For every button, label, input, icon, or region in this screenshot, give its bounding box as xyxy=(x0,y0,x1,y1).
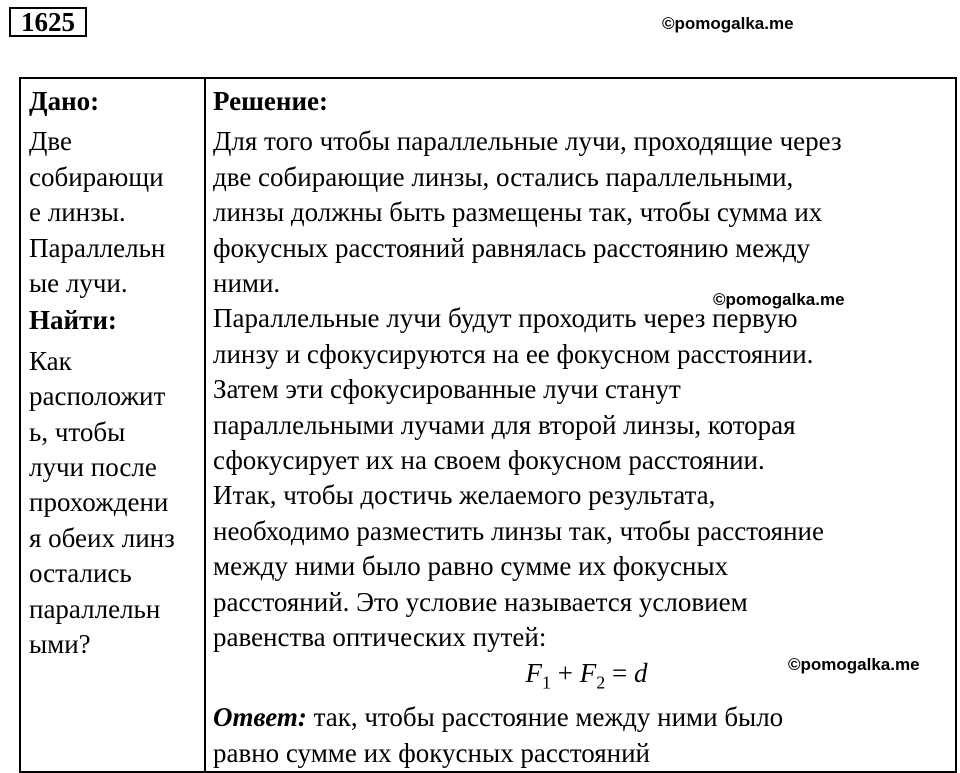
find-line: остались xyxy=(29,558,132,589)
find-text xyxy=(29,344,197,663)
solution-header: Решение: xyxy=(213,86,328,116)
solution-line: необходимо разместить линзы так, чтобы расстояние xyxy=(213,515,824,546)
solution-line: равенства оптических путей: xyxy=(213,622,547,653)
watermark-bottom: ©pomogalka.me xyxy=(788,655,920,674)
formula-sub2: 2 xyxy=(596,671,606,692)
find-header: Найти: xyxy=(29,305,117,336)
solution-line: фокусных расстояний равнялась расстоянию между xyxy=(213,232,811,263)
answer-line xyxy=(213,700,948,735)
solution-line: Итак, чтобы достичь желаемого результата, xyxy=(213,480,716,511)
find-line: лучи после xyxy=(29,452,157,483)
formula-f1: F xyxy=(525,657,543,688)
answer-label: Ответ: xyxy=(213,702,307,733)
formula-plus: + xyxy=(551,657,580,688)
watermark-top: ©pomogalka.me xyxy=(662,14,794,33)
find-line: ь, чтобы xyxy=(29,416,126,447)
solution-line: Затем эти сфокусированные лучи станут xyxy=(213,374,681,405)
find-line: параллельн xyxy=(29,593,161,624)
given-column xyxy=(20,78,205,772)
formula-eq: = xyxy=(605,657,634,688)
solution-line: параллельными лучами для второй линзы, которая xyxy=(213,409,796,440)
solution-line: между ними было равно сумме их фокусных xyxy=(213,551,729,582)
formula-d: d xyxy=(633,657,648,688)
answer-line: равно сумме их фокусных расстояний xyxy=(213,737,651,768)
given-line: собирающи xyxy=(29,161,164,192)
answer-text: так, чтобы расстояние между ними было xyxy=(306,702,784,733)
given-line: е линзы. xyxy=(29,197,126,228)
given-line: Параллельн xyxy=(29,232,166,263)
solution-line: две собирающие линзы, остались параллельными, xyxy=(213,161,794,192)
solution-line: сфокусирует их на своем фокусном расстоянии. xyxy=(213,445,765,476)
given-line: ые лучи. xyxy=(29,268,128,299)
formula-f2: F xyxy=(579,657,597,688)
task-number: 1625 xyxy=(9,7,87,37)
find-line: я обеих линз xyxy=(29,522,175,553)
solution-line: Параллельные лучи будут проходить через первую xyxy=(213,303,798,334)
given-header: Дано: xyxy=(29,86,100,116)
find-line: Как xyxy=(29,345,72,376)
find-line: ыми? xyxy=(29,629,91,660)
formula-sub1: 1 xyxy=(542,671,552,692)
solution-line: линзу и сфокусируются на ее фокусном расстоянии. xyxy=(213,338,814,369)
solution-line: линзы должны быть размещены так, чтобы сумма их xyxy=(213,197,823,228)
find-line: расположит xyxy=(29,381,166,412)
find-line: прохождени xyxy=(29,487,169,518)
given-line: Две xyxy=(29,126,72,157)
solution-line: Для того чтобы параллельные лучи, проходящие через xyxy=(213,126,842,157)
solution-line: расстояний. Это условие называется условием xyxy=(213,586,748,617)
given-text xyxy=(29,124,197,301)
watermark-middle: ©pomogalka.me xyxy=(713,290,845,309)
solution-line: ними. xyxy=(213,268,281,299)
